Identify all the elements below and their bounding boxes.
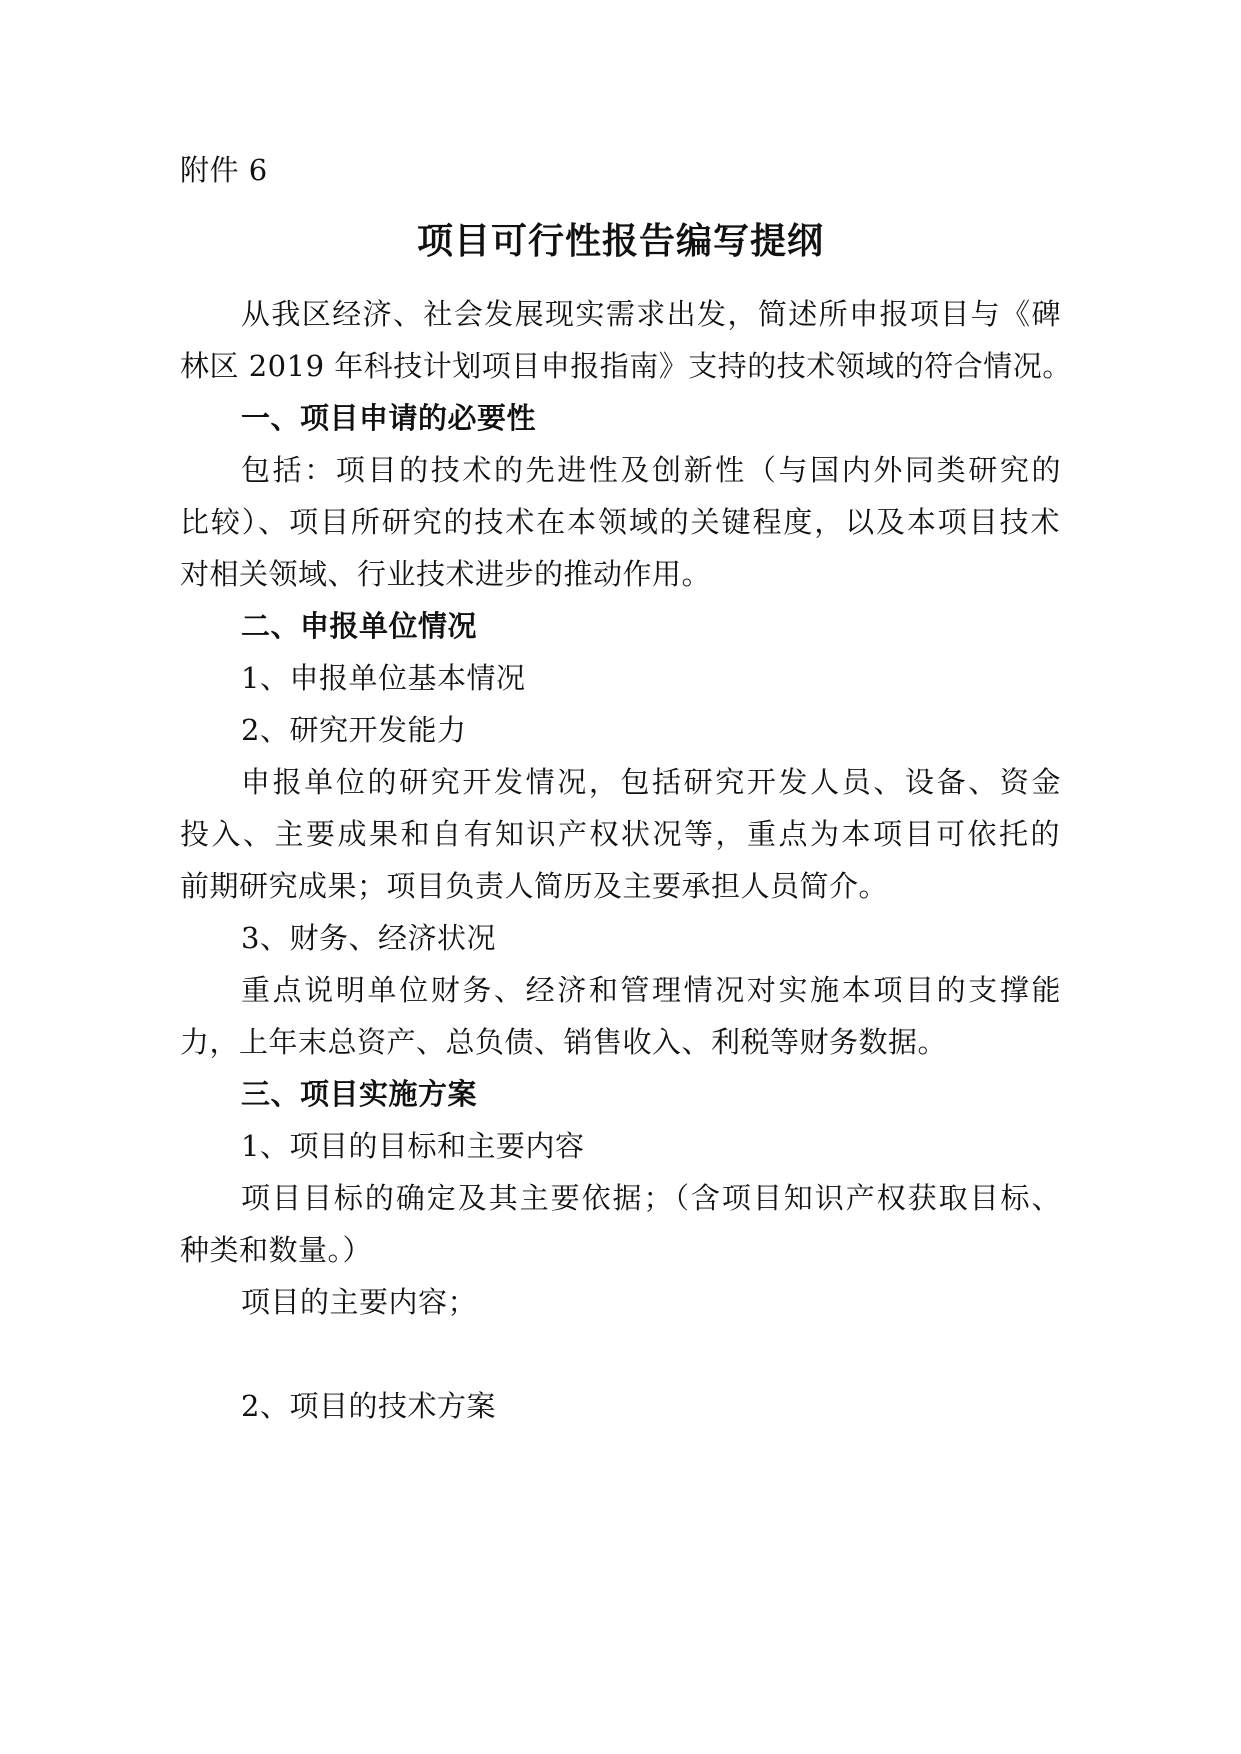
section-2-heading: 二、申报单位情况 bbox=[241, 609, 478, 643]
attachment-label: 附件 6 bbox=[180, 153, 268, 187]
section-1-heading: 一、项目申请的必要性 bbox=[241, 401, 537, 435]
section-1-line-3: 对相关领域、行业技术进步的推动作用。 bbox=[180, 557, 712, 591]
section-3-item-1-line-3: 项目的主要内容； bbox=[241, 1285, 478, 1319]
intro-line-2: 林区 2019 年科技计划项目申报指南》支持的技术领域的符合情况。 bbox=[180, 349, 1072, 383]
section-3-item-1-line-1: 项目目标的确定及其主要依据；（含项目知识产权获取目标、 bbox=[241, 1181, 1061, 1215]
section-2-item-2-line-3: 前期研究成果；项目负责人简历及主要承担人员简介。 bbox=[180, 869, 889, 903]
section-2-item-2: 2、研究开发能力 bbox=[241, 713, 467, 747]
section-2-item-2-line-1: 申报单位的研究开发情况，包括研究开发人员、设备、资金 bbox=[241, 765, 1061, 799]
section-2-item-3-line-2: 力，上年末总资产、总负债、销售收入、利税等财务数据。 bbox=[180, 1025, 948, 1059]
intro-line-1: 从我区经济、社会发展现实需求出发，简述所申报项目与《碑 bbox=[241, 297, 1061, 331]
section-2-item-2-line-2: 投入、主要成果和自有知识产权状况等，重点为本项目可依托的 bbox=[180, 817, 1060, 851]
section-1-line-1: 包括：项目的技术的先进性及创新性（与国内外同类研究的 bbox=[241, 453, 1061, 487]
section-1-line-2: 比较）、项目所研究的技术在本领域的关键程度，以及本项目技术 bbox=[180, 505, 1060, 539]
document-title: 项目可行性报告编写提纲 bbox=[416, 221, 824, 262]
section-3-item-2: 2、项目的技术方案 bbox=[241, 1389, 496, 1423]
section-3-item-1: 1、项目的目标和主要内容 bbox=[241, 1129, 585, 1163]
section-2-item-3-line-1: 重点说明单位财务、经济和管理情况对实施本项目的支撑能 bbox=[241, 973, 1061, 1007]
section-3-item-1-line-2: 种类和数量。） bbox=[180, 1233, 373, 1267]
section-2-item-3: 3、财务、经济状况 bbox=[241, 921, 496, 955]
section-2-item-1: 1、申报单位基本情况 bbox=[241, 661, 526, 695]
section-3-heading: 三、项目实施方案 bbox=[241, 1077, 478, 1111]
